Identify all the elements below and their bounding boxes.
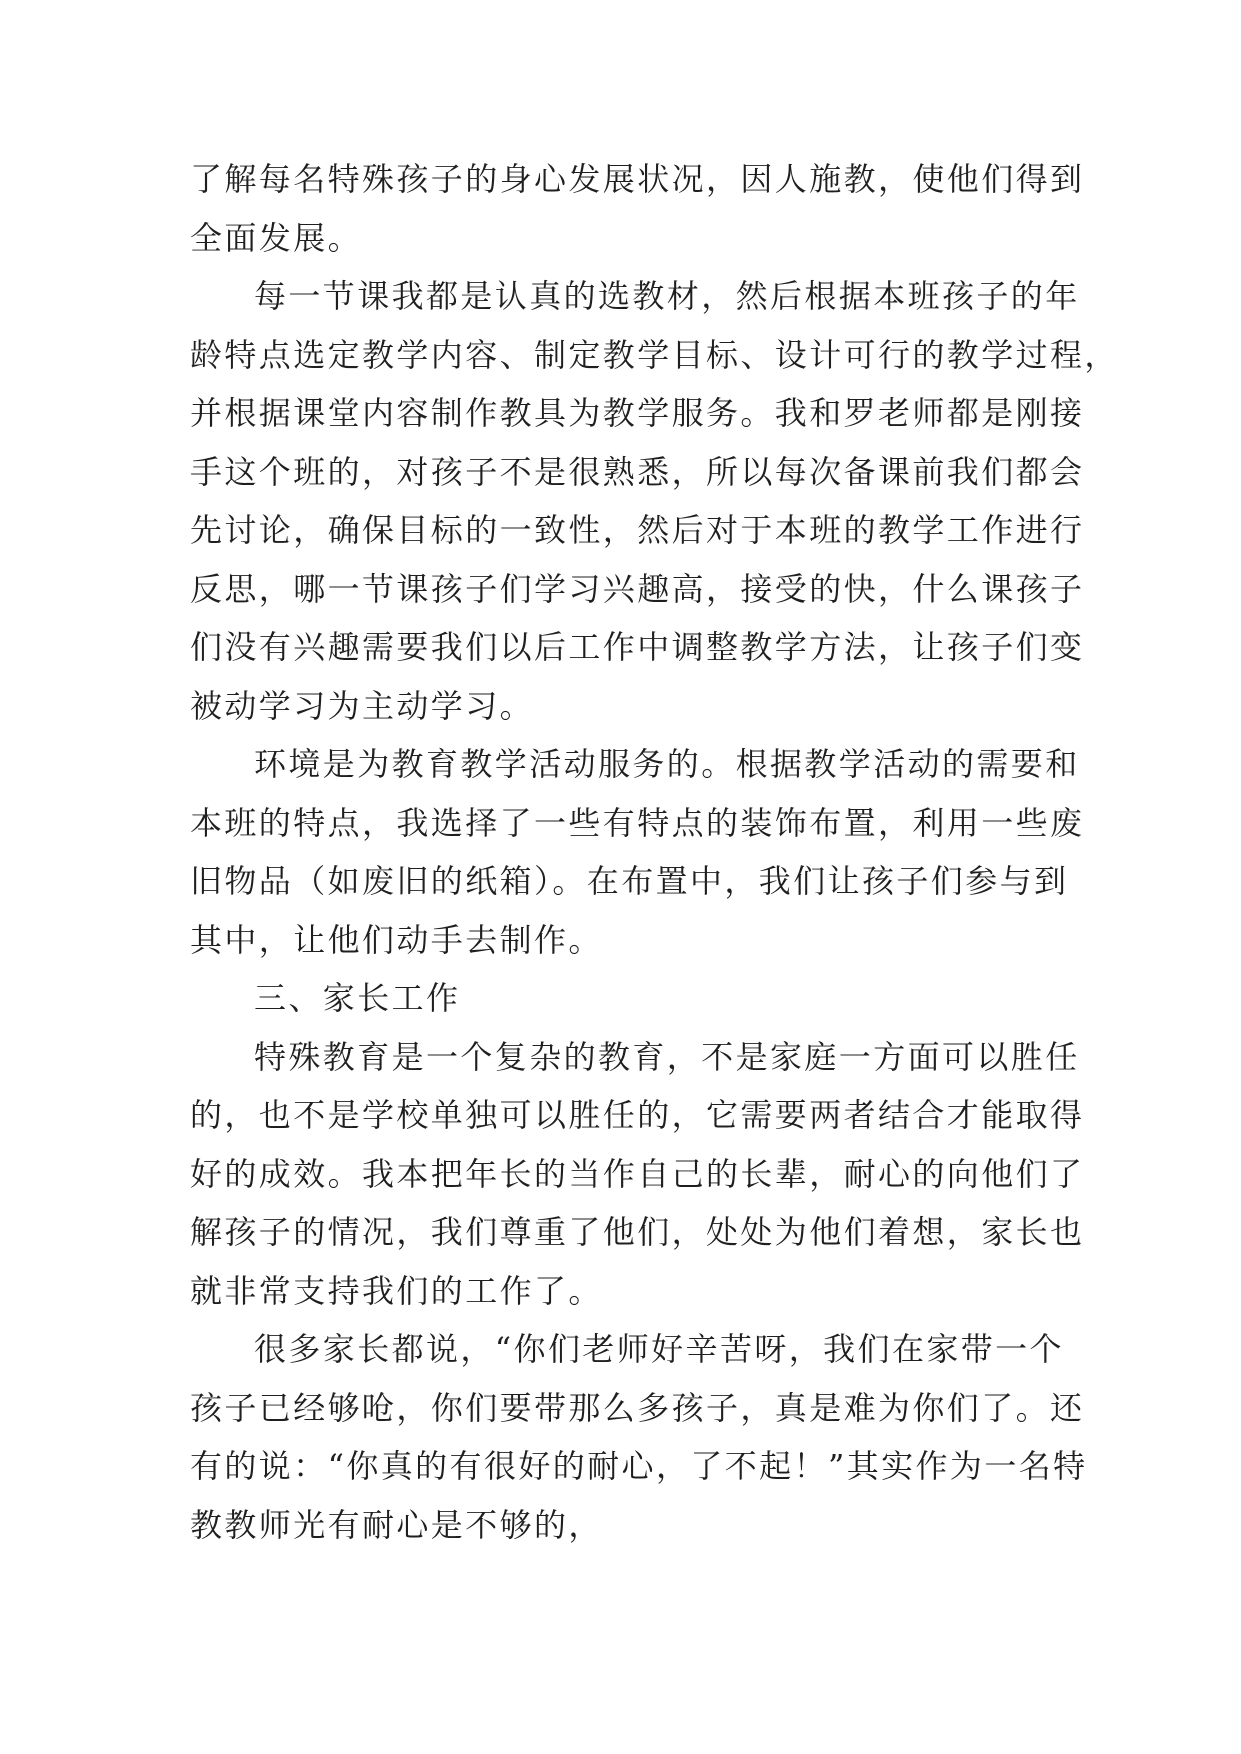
text-line: 其中，让他们动手去制作。 bbox=[190, 920, 603, 959]
text-line: 们没有兴趣需要我们以后工作中调整教学方法，让孩子们变 bbox=[190, 628, 1085, 666]
text-line: 旧物品（如废旧的纸箱）。在布置中，我们让孩子们参与到 bbox=[190, 862, 1069, 900]
body-text bbox=[190, 150, 1119, 1554]
text-line: 被动学习为主动学习。 bbox=[190, 686, 535, 725]
text-line: 教教师光有耐心是不够的， bbox=[190, 1505, 603, 1544]
text-line: 就非常支持我们的工作了。 bbox=[190, 1271, 603, 1310]
text-line: 有的说：“你真的有很好的耐心，了不起！”其实作为一名特 bbox=[190, 1447, 1088, 1485]
text-line: 全面发展。 bbox=[190, 218, 363, 257]
text-line: 了解每名特殊孩子的身心发展状况，因人施教，使他们得到 bbox=[190, 160, 1085, 198]
text-line: 先讨论，确保目标的一致性，然后对于本班的教学工作进行 bbox=[190, 511, 1085, 549]
text-line: 解孩子的情况，我们尊重了他们，处处为他们着想，家长也 bbox=[190, 1213, 1085, 1251]
text-line: 本班的特点，我选择了一些有特点的装饰布置，利用一些废 bbox=[190, 803, 1085, 842]
text-line: 反思，哪一节课孩子们学习兴趣高，接受的快，什么课孩子 bbox=[190, 569, 1085, 608]
text-line: 手这个班的，对孩子不是很熟悉，所以每次备课前我们都会 bbox=[190, 452, 1085, 491]
text-line: 好的成效。我本把年长的当作自己的长辈，耐心的向他们了 bbox=[190, 1154, 1085, 1193]
paragraph-start-line: 很多家长都说，“你们老师好辛苦呀，我们在家带一个 bbox=[254, 1330, 1064, 1368]
paragraph-start-line: 环境是为教育教学活动服务的。根据教学活动的需要和 bbox=[254, 745, 1080, 783]
text-line: 的，也不是学校单独可以胜任的，它需要两者结合才能取得 bbox=[190, 1096, 1085, 1134]
section-heading: 三、家长工作 bbox=[254, 979, 461, 1017]
text-line: 孩子已经够呛，你们要带那么多孩子，真是难为你们了。还 bbox=[190, 1388, 1085, 1427]
paragraph-start-line: 每一节课我都是认真的选教材，然后根据本班孩子的年 bbox=[254, 277, 1080, 315]
paragraph-start-line: 特殊教育是一个复杂的教育，不是家庭一方面可以胜任 bbox=[254, 1037, 1080, 1076]
text-line: 龄特点选定教学内容、制定教学目标、设计可行的教学过程， bbox=[190, 335, 1119, 374]
text-line: 并根据课堂内容制作教具为教学服务。我和罗老师都是刚接 bbox=[190, 394, 1085, 432]
